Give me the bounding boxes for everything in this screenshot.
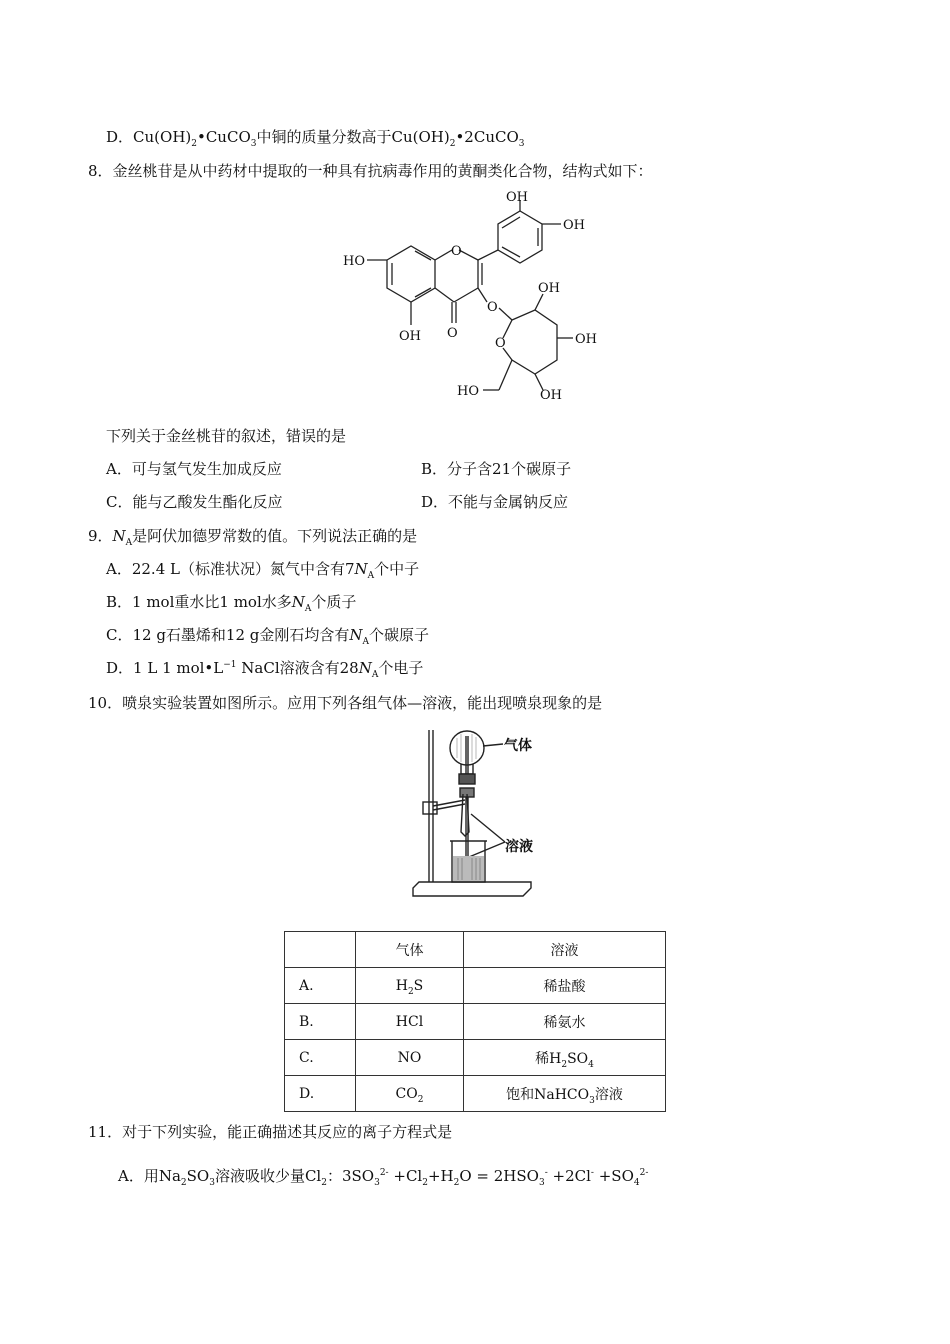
table-header-row — [285, 932, 666, 968]
q8-option-d: D．不能与金属钠反应 — [421, 493, 569, 511]
hyperoside-structure-svg — [335, 188, 605, 403]
row-label: C. — [285, 1040, 356, 1076]
structure-label-ho: HO — [457, 384, 479, 399]
row-gas: $H_2S$ — [356, 968, 464, 1004]
structure-label-oh: OH — [538, 281, 560, 296]
table-row — [285, 1040, 666, 1076]
row-gas: $CO_2$ — [356, 1076, 464, 1112]
table-row — [285, 968, 666, 1004]
structure-label-ho: HO — [343, 254, 365, 269]
row-label: A. — [285, 968, 356, 1004]
q8-option-b: B．分子含21个碳原子 — [421, 460, 572, 478]
table-row — [285, 1076, 666, 1112]
q10-answer-table — [284, 931, 666, 1112]
structure-label-oh: OH — [540, 388, 562, 403]
row-solution: 稀盐酸 — [464, 968, 666, 1004]
table-row — [285, 1004, 666, 1040]
fountain-apparatus-figure — [405, 724, 550, 909]
row-solution: 稀氨水 — [464, 1004, 666, 1040]
q9-option-a: A．22.4 L（标准状况）氮气中含有$7N_A$个中子 — [106, 560, 420, 581]
q11-option-a: A．用$Na_2SO_3$溶液吸收少量$Cl_2$：$3SO_3^{2-} +Cl_2+H_2O = 2HSO_3^- +2Cl^- +SO_4^{2-}$ — [118, 1167, 649, 1188]
row-label: D. — [285, 1076, 356, 1112]
row-solution: 饱和NaHCO$_3$溶液 — [464, 1076, 666, 1112]
q9-option-c: C．12 g石墨烯和12 g金刚石均含有$N_A$个碳原子 — [106, 626, 430, 647]
q7-option-d: D．$Cu(OH)_2•CuCO_3$中铜的质量分数高于$Cu(OH)_2•2CuCO_3$ — [106, 128, 525, 149]
q10-stem: 10．喷泉实验装置如图所示。应用下列各组气体—溶液，能出现喷泉现象的是 — [88, 694, 603, 712]
structure-label-oh: OH — [506, 190, 528, 205]
fountain-apparatus-svg — [405, 724, 550, 909]
row-solution: 稀$H_2SO_4$ — [464, 1040, 666, 1076]
q8-stem: 8．金丝桃苷是从中药材中提取的一种具有抗病毒作用的黄酮类化合物，结构式如下： — [88, 162, 653, 180]
q9-option-b: B．1 mol重水比1 mol水多$N_A$个质子 — [106, 593, 357, 614]
q8-option-c: C．能与乙酸发生酯化反应 — [106, 493, 283, 511]
q9-stem: 9．$N_A$是阿伏加德罗常数的值。下列说法正确的是 — [88, 527, 418, 548]
structure-label-oh: OH — [563, 218, 585, 233]
row-gas: NO — [356, 1040, 464, 1076]
q8-lead: 下列关于金丝桃苷的叙述，错误的是 — [106, 427, 347, 445]
label-gas: 气体 — [504, 738, 532, 754]
table-header-gas: 气体 — [356, 932, 464, 968]
row-gas: HCl — [356, 1004, 464, 1040]
row-label: B. — [285, 1004, 356, 1040]
structure-label-o: O — [487, 300, 498, 315]
table-header-cell — [285, 932, 356, 968]
structure-label-oh: OH — [399, 329, 421, 344]
q9-option-d: D．1 L 1 $mol•L^{-1}$ NaCl溶液含有$28N_A$个电子 — [106, 659, 424, 680]
structure-label-oh: OH — [575, 332, 597, 347]
q8-option-a: A．可与氢气发生加成反应 — [106, 460, 282, 478]
q11-stem: 11．对于下列实验，能正确描述其反应的离子方程式是 — [88, 1123, 453, 1141]
table-header-solution: 溶液 — [464, 932, 666, 968]
structure-label-o: O — [447, 326, 458, 341]
structure-label-o: O — [451, 244, 462, 259]
label-solution: 溶液 — [505, 839, 533, 855]
hyperoside-structure-figure — [335, 188, 605, 403]
structure-label-o: O — [495, 336, 506, 351]
